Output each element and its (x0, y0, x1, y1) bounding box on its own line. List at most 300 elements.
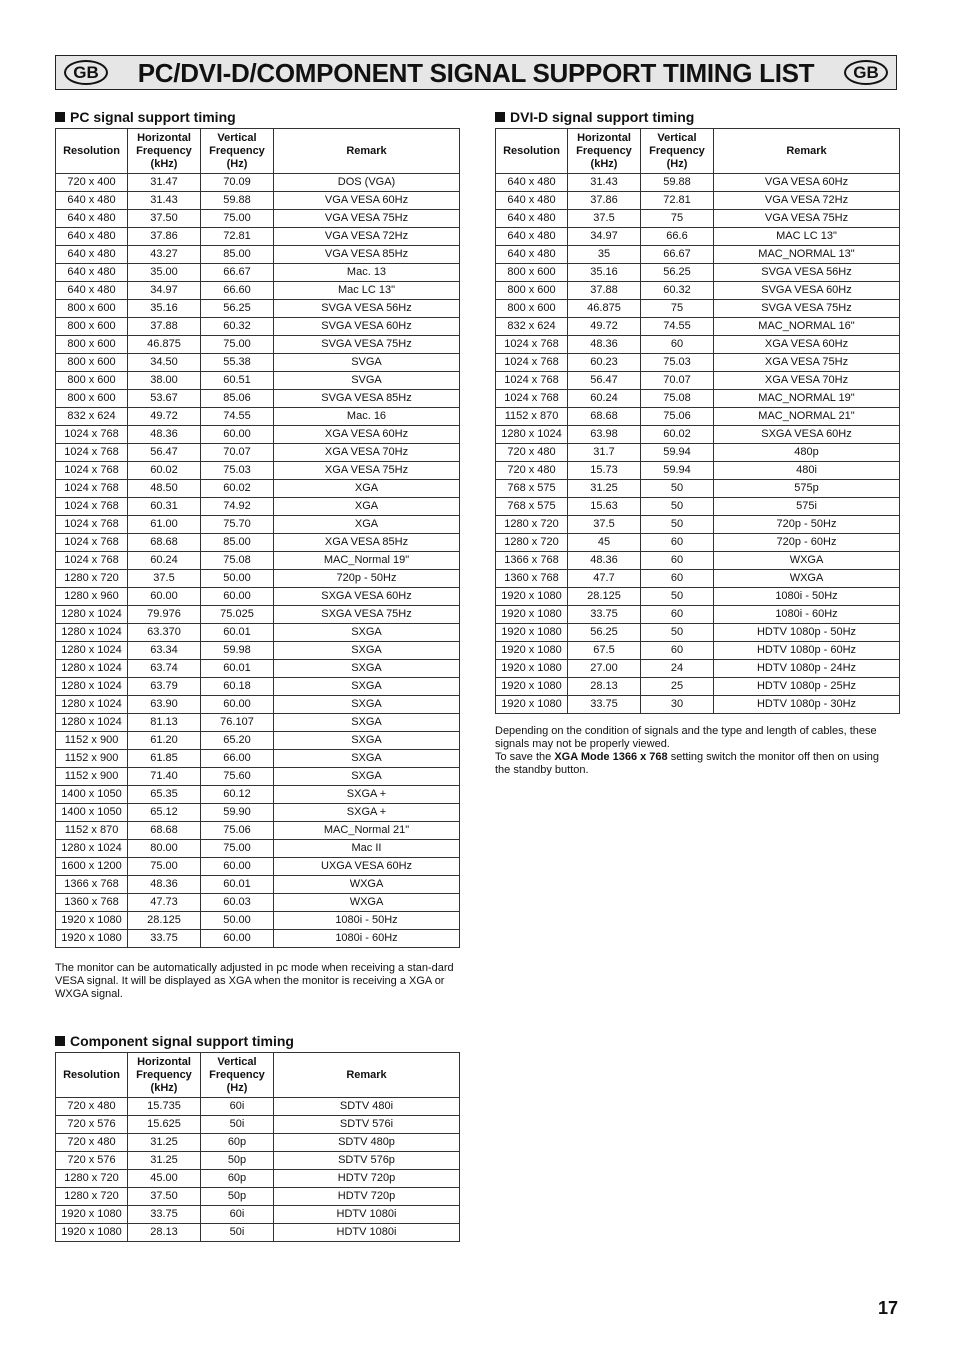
cell-resolution: 800 x 600 (496, 264, 568, 282)
cell-vertical-frequency: 60.32 (201, 318, 274, 336)
cell-remark: Mac. 13 (274, 264, 460, 282)
cell-resolution: 1024 x 768 (56, 498, 128, 516)
table-row (56, 192, 460, 210)
cell-horizontal-frequency: 28.13 (568, 678, 641, 696)
cell-remark: Mac LC 13" (274, 282, 460, 300)
table-row (496, 336, 900, 354)
cell-horizontal-frequency: 60.00 (128, 588, 201, 606)
cell-remark: SVGA VESA 75Hz (714, 300, 900, 318)
cell-resolution: 1280 x 1024 (56, 642, 128, 660)
cell-remark: SXGA VESA 75Hz (274, 606, 460, 624)
cell-remark: SVGA VESA 56Hz (714, 264, 900, 282)
cell-vertical-frequency: 24 (641, 660, 714, 678)
cell-remark: SXGA (274, 750, 460, 768)
cell-vertical-frequency: 50 (641, 498, 714, 516)
cell-horizontal-frequency: 28.125 (568, 588, 641, 606)
cell-horizontal-frequency: 33.75 (568, 696, 641, 714)
cell-vertical-frequency: 60.02 (201, 480, 274, 498)
cell-resolution: 1280 x 1024 (56, 660, 128, 678)
cell-vertical-frequency: 85.00 (201, 534, 274, 552)
page-title: PC/DVI-D/COMPONENT SIGNAL SUPPORT TIMING LIST (137, 58, 815, 88)
cell-horizontal-frequency: 63.98 (568, 426, 641, 444)
table-row (56, 858, 460, 876)
table-row (56, 516, 460, 534)
cell-vertical-frequency: 75 (641, 210, 714, 228)
title-bar (55, 55, 897, 90)
cell-remark: SDTV 480p (274, 1134, 460, 1152)
cell-vertical-frequency: 50 (641, 516, 714, 534)
cell-remark: XGA VESA 70Hz (274, 444, 460, 462)
cell-remark: XGA VESA 60Hz (274, 426, 460, 444)
cell-vertical-frequency: 75.08 (641, 390, 714, 408)
cell-remark: HDTV 1080i (274, 1224, 460, 1242)
cell-resolution: 800 x 600 (56, 390, 128, 408)
cell-vertical-frequency: 60 (641, 606, 714, 624)
cell-remark: VGA VESA 75Hz (714, 210, 900, 228)
cell-remark: VGA VESA 60Hz (274, 192, 460, 210)
cell-remark: UXGA VESA 60Hz (274, 858, 460, 876)
cell-horizontal-frequency: 33.75 (128, 1206, 201, 1224)
dvi-note-line1: Depending on the condition of signals and the type and length of cables, these signals may not be properly viewed. (495, 725, 877, 750)
table-row (56, 1116, 460, 1134)
cell-horizontal-frequency: 48.36 (128, 876, 201, 894)
cell-remark: 1080i - 50Hz (274, 912, 460, 930)
table-row (496, 174, 900, 192)
cell-remark: VGA VESA 60Hz (714, 174, 900, 192)
cell-resolution: 800 x 600 (56, 300, 128, 318)
cell-vertical-frequency: 74.55 (641, 318, 714, 336)
square-bullet-icon (495, 112, 505, 122)
table-row (56, 1206, 460, 1224)
cell-remark: VGA VESA 72Hz (274, 228, 460, 246)
cell-vertical-frequency: 75.06 (201, 822, 274, 840)
table-row (496, 678, 900, 696)
cell-resolution: 832 x 624 (56, 408, 128, 426)
cell-vertical-frequency: 60p (201, 1170, 274, 1188)
cell-remark: MAC LC 13" (714, 228, 900, 246)
cell-vertical-frequency: 75 (641, 300, 714, 318)
table-row (56, 678, 460, 696)
cell-vertical-frequency: 70.07 (201, 444, 274, 462)
cell-vertical-frequency: 75.00 (201, 336, 274, 354)
table-row (496, 354, 900, 372)
cell-resolution: 640 x 480 (496, 246, 568, 264)
cell-remark: 1080i - 50Hz (714, 588, 900, 606)
cell-vertical-frequency: 60.01 (201, 876, 274, 894)
cell-remark: HDTV 1080p - 60Hz (714, 642, 900, 660)
cell-vertical-frequency: 25 (641, 678, 714, 696)
cell-vertical-frequency: 59.88 (641, 174, 714, 192)
cell-resolution: 1024 x 768 (56, 426, 128, 444)
cell-horizontal-frequency: 37.88 (568, 282, 641, 300)
table-row (56, 822, 460, 840)
cell-resolution: 1366 x 768 (56, 876, 128, 894)
cell-remark: SXGA VESA 60Hz (714, 426, 900, 444)
dvi-timing-table (495, 128, 900, 714)
cell-remark: 1080i - 60Hz (274, 930, 460, 948)
cell-resolution: 1280 x 720 (56, 570, 128, 588)
cell-resolution: 640 x 480 (496, 210, 568, 228)
cell-horizontal-frequency: 75.00 (128, 858, 201, 876)
cell-remark: XGA VESA 75Hz (274, 462, 460, 480)
cell-vertical-frequency: 75.025 (201, 606, 274, 624)
cell-horizontal-frequency: 56.25 (568, 624, 641, 642)
header-remark: Remark (274, 1053, 460, 1098)
dvi-note (495, 725, 897, 777)
table-row (56, 570, 460, 588)
cell-vertical-frequency: 60 (641, 570, 714, 588)
cell-horizontal-frequency: 56.47 (568, 372, 641, 390)
cell-horizontal-frequency: 15.73 (568, 462, 641, 480)
cell-resolution: 800 x 600 (56, 318, 128, 336)
cell-vertical-frequency: 56.25 (641, 264, 714, 282)
cell-resolution: 720 x 480 (496, 462, 568, 480)
cell-vertical-frequency: 56.25 (201, 300, 274, 318)
table-row (56, 1188, 460, 1206)
cell-resolution: 640 x 480 (496, 192, 568, 210)
cell-remark: 575p (714, 480, 900, 498)
cell-remark: XGA VESA 70Hz (714, 372, 900, 390)
cell-resolution: 1920 x 1080 (496, 624, 568, 642)
cell-remark: MAC_Normal 21" (274, 822, 460, 840)
cell-resolution: 1400 x 1050 (56, 804, 128, 822)
cell-resolution: 1920 x 1080 (496, 660, 568, 678)
cell-vertical-frequency: 85.00 (201, 246, 274, 264)
cell-horizontal-frequency: 60.31 (128, 498, 201, 516)
cell-vertical-frequency: 60 (641, 534, 714, 552)
table-row (56, 804, 460, 822)
cell-vertical-frequency: 60.00 (201, 930, 274, 948)
page-number: 17 (877, 1298, 898, 1318)
cell-vertical-frequency: 50p (201, 1188, 274, 1206)
table-row (56, 786, 460, 804)
cell-horizontal-frequency: 48.36 (568, 552, 641, 570)
cell-vertical-frequency: 60.32 (641, 282, 714, 300)
cell-horizontal-frequency: 68.68 (128, 822, 201, 840)
cell-resolution: 1280 x 720 (496, 516, 568, 534)
cell-vertical-frequency: 66.60 (201, 282, 274, 300)
cell-horizontal-frequency: 34.97 (568, 228, 641, 246)
table-row (56, 840, 460, 858)
cell-resolution: 1024 x 768 (496, 336, 568, 354)
cell-vertical-frequency: 72.81 (641, 192, 714, 210)
cell-horizontal-frequency: 63.370 (128, 624, 201, 642)
cell-remark: HDTV 1080p - 24Hz (714, 660, 900, 678)
table-row (56, 696, 460, 714)
table-row (56, 444, 460, 462)
table-row (56, 264, 460, 282)
cell-resolution: 800 x 600 (56, 336, 128, 354)
cell-horizontal-frequency: 60.02 (128, 462, 201, 480)
cell-resolution: 1024 x 768 (56, 552, 128, 570)
cell-remark: XGA VESA 85Hz (274, 534, 460, 552)
table-row (56, 1224, 460, 1242)
cell-vertical-frequency: 66.67 (641, 246, 714, 264)
cell-horizontal-frequency: 80.00 (128, 840, 201, 858)
cell-resolution: 768 x 575 (496, 498, 568, 516)
cell-horizontal-frequency: 33.75 (568, 606, 641, 624)
cell-resolution: 1024 x 768 (56, 462, 128, 480)
cell-vertical-frequency: 50p (201, 1152, 274, 1170)
cell-horizontal-frequency: 38.00 (128, 372, 201, 390)
cell-remark: SVGA VESA 75Hz (274, 336, 460, 354)
gb-badge-right: GB (844, 60, 888, 85)
cell-resolution: 1920 x 1080 (496, 642, 568, 660)
cell-vertical-frequency: 75.06 (641, 408, 714, 426)
square-bullet-icon (55, 112, 65, 122)
table-row (496, 480, 900, 498)
table-row (56, 300, 460, 318)
cell-resolution: 1920 x 1080 (496, 696, 568, 714)
cell-resolution: 640 x 480 (496, 174, 568, 192)
cell-resolution: 640 x 480 (496, 228, 568, 246)
cell-resolution: 1920 x 1080 (496, 588, 568, 606)
cell-horizontal-frequency: 37.86 (128, 228, 201, 246)
cell-resolution: 1024 x 768 (496, 390, 568, 408)
cell-vertical-frequency: 50.00 (201, 570, 274, 588)
cell-remark: WXGA (714, 570, 900, 588)
cell-horizontal-frequency: 33.75 (128, 930, 201, 948)
cell-horizontal-frequency: 68.68 (568, 408, 641, 426)
cell-remark: SXGA (274, 696, 460, 714)
cell-horizontal-frequency: 34.50 (128, 354, 201, 372)
cell-horizontal-frequency: 37.50 (128, 210, 201, 228)
cell-horizontal-frequency: 31.7 (568, 444, 641, 462)
cell-resolution: 720 x 480 (56, 1098, 128, 1116)
cell-horizontal-frequency: 48.36 (568, 336, 641, 354)
cell-remark: SXGA (274, 660, 460, 678)
cell-resolution: 1920 x 1080 (56, 930, 128, 948)
cell-remark: MAC_NORMAL 21" (714, 408, 900, 426)
cell-resolution: 640 x 480 (56, 210, 128, 228)
table-row (56, 426, 460, 444)
cell-resolution: 1152 x 900 (56, 732, 128, 750)
cell-remark: HDTV 1080p - 25Hz (714, 678, 900, 696)
cell-horizontal-frequency: 65.12 (128, 804, 201, 822)
table-row (56, 282, 460, 300)
cell-horizontal-frequency: 31.43 (128, 192, 201, 210)
header-horizontal-frequency: Horizontal Frequency (kHz) (128, 1053, 201, 1098)
cell-vertical-frequency: 60.00 (201, 426, 274, 444)
table-row (496, 426, 900, 444)
cell-horizontal-frequency: 37.5 (568, 516, 641, 534)
cell-horizontal-frequency: 53.67 (128, 390, 201, 408)
cell-resolution: 1152 x 870 (56, 822, 128, 840)
component-section-heading (55, 1033, 294, 1049)
cell-remark: HDTV 1080p - 30Hz (714, 696, 900, 714)
dvi-note-post: setting switch the monitor off then on using the standby button. (495, 751, 880, 776)
cell-remark: SDTV 576i (274, 1116, 460, 1134)
table-row (56, 336, 460, 354)
cell-vertical-frequency: 75.60 (201, 768, 274, 786)
cell-resolution: 1920 x 1080 (56, 912, 128, 930)
cell-vertical-frequency: 60.00 (201, 858, 274, 876)
cell-vertical-frequency: 60.00 (201, 588, 274, 606)
cell-horizontal-frequency: 63.74 (128, 660, 201, 678)
cell-horizontal-frequency: 81.13 (128, 714, 201, 732)
cell-remark: SXGA VESA 60Hz (274, 588, 460, 606)
header-resolution: Resolution (56, 1053, 128, 1098)
cell-horizontal-frequency: 37.86 (568, 192, 641, 210)
table-row (56, 1134, 460, 1152)
cell-remark: SVGA VESA 85Hz (274, 390, 460, 408)
cell-vertical-frequency: 59.94 (641, 444, 714, 462)
cell-horizontal-frequency: 37.5 (128, 570, 201, 588)
cell-remark: MAC_NORMAL 16" (714, 318, 900, 336)
cell-horizontal-frequency: 79.976 (128, 606, 201, 624)
cell-resolution: 720 x 480 (56, 1134, 128, 1152)
header-resolution: Resolution (56, 129, 128, 174)
table-row (56, 246, 460, 264)
cell-vertical-frequency: 60.51 (201, 372, 274, 390)
cell-resolution: 1024 x 768 (56, 516, 128, 534)
cell-remark: 720p - 60Hz (714, 534, 900, 552)
cell-vertical-frequency: 60.01 (201, 624, 274, 642)
cell-horizontal-frequency: 60.24 (128, 552, 201, 570)
cell-horizontal-frequency: 63.34 (128, 642, 201, 660)
dvi-section-heading (495, 109, 694, 125)
cell-vertical-frequency: 60p (201, 1134, 274, 1152)
cell-resolution: 1152 x 900 (56, 750, 128, 768)
cell-vertical-frequency: 30 (641, 696, 714, 714)
cell-horizontal-frequency: 63.90 (128, 696, 201, 714)
table-row (56, 354, 460, 372)
table-row (56, 642, 460, 660)
header-horizontal-frequency: Horizontal Frequency (kHz) (128, 129, 201, 174)
table-row (496, 660, 900, 678)
cell-horizontal-frequency: 61.20 (128, 732, 201, 750)
cell-horizontal-frequency: 46.875 (128, 336, 201, 354)
cell-resolution: 1920 x 1080 (496, 678, 568, 696)
header-vertical-frequency: Vertical Frequency (Hz) (201, 129, 274, 174)
cell-resolution: 640 x 480 (56, 228, 128, 246)
cell-resolution: 768 x 575 (496, 480, 568, 498)
pc-heading-text: PC signal support timing (70, 109, 236, 125)
table-row (56, 228, 460, 246)
cell-remark: MAC_NORMAL 19" (714, 390, 900, 408)
cell-vertical-frequency: 60.03 (201, 894, 274, 912)
table-row (496, 624, 900, 642)
cell-vertical-frequency: 59.94 (641, 462, 714, 480)
component-heading-text: Component signal support timing (70, 1033, 294, 1049)
cell-resolution: 1400 x 1050 (56, 786, 128, 804)
cell-remark: HDTV 1080i (274, 1206, 460, 1224)
header-resolution: Resolution (496, 129, 568, 174)
cell-remark: SDTV 576p (274, 1152, 460, 1170)
cell-resolution: 1280 x 1024 (56, 678, 128, 696)
table-row (56, 624, 460, 642)
cell-vertical-frequency: 75.03 (641, 354, 714, 372)
cell-vertical-frequency: 66.67 (201, 264, 274, 282)
table-row (56, 588, 460, 606)
cell-remark: SVGA VESA 60Hz (274, 318, 460, 336)
cell-vertical-frequency: 75.08 (201, 552, 274, 570)
table-row (496, 408, 900, 426)
cell-resolution: 1280 x 1024 (496, 426, 568, 444)
cell-horizontal-frequency: 34.97 (128, 282, 201, 300)
cell-resolution: 1280 x 1024 (56, 714, 128, 732)
cell-vertical-frequency: 75.00 (201, 840, 274, 858)
table-header-row (56, 129, 460, 174)
cell-resolution: 640 x 480 (56, 192, 128, 210)
cell-vertical-frequency: 60i (201, 1206, 274, 1224)
cell-horizontal-frequency: 65.35 (128, 786, 201, 804)
cell-resolution: 720 x 400 (56, 174, 128, 192)
cell-horizontal-frequency: 15.735 (128, 1098, 201, 1116)
cell-horizontal-frequency: 15.63 (568, 498, 641, 516)
cell-vertical-frequency: 60 (641, 642, 714, 660)
cell-horizontal-frequency: 49.72 (128, 408, 201, 426)
cell-vertical-frequency: 70.09 (201, 174, 274, 192)
cell-resolution: 640 x 480 (56, 282, 128, 300)
cell-horizontal-frequency: 35.16 (568, 264, 641, 282)
table-row (56, 930, 460, 948)
cell-vertical-frequency: 50 (641, 588, 714, 606)
cell-resolution: 1600 x 1200 (56, 858, 128, 876)
cell-remark: SXGA (274, 768, 460, 786)
cell-horizontal-frequency: 31.25 (128, 1152, 201, 1170)
cell-horizontal-frequency: 63.79 (128, 678, 201, 696)
header-vertical-frequency: Vertical Frequency (Hz) (641, 129, 714, 174)
cell-resolution: 1280 x 960 (56, 588, 128, 606)
cell-remark: SDTV 480i (274, 1098, 460, 1116)
cell-resolution: 1280 x 1024 (56, 606, 128, 624)
table-header-row (56, 1053, 460, 1098)
cell-resolution: 1024 x 768 (496, 354, 568, 372)
cell-resolution: 1024 x 768 (56, 480, 128, 498)
cell-resolution: 800 x 600 (496, 300, 568, 318)
square-bullet-icon (55, 1036, 65, 1046)
cell-resolution: 1920 x 1080 (496, 606, 568, 624)
cell-vertical-frequency: 50 (641, 480, 714, 498)
table-row (56, 1152, 460, 1170)
cell-remark: MAC_NORMAL 13" (714, 246, 900, 264)
cell-remark: WXGA (714, 552, 900, 570)
cell-resolution: 800 x 600 (56, 354, 128, 372)
cell-resolution: 1280 x 1024 (56, 840, 128, 858)
table-row (496, 210, 900, 228)
cell-vertical-frequency: 60.02 (641, 426, 714, 444)
cell-remark: SXGA + (274, 786, 460, 804)
cell-horizontal-frequency: 31.25 (128, 1134, 201, 1152)
cell-horizontal-frequency: 37.5 (568, 210, 641, 228)
cell-remark: SVGA VESA 56Hz (274, 300, 460, 318)
cell-horizontal-frequency: 27.00 (568, 660, 641, 678)
table-row (56, 390, 460, 408)
cell-remark: SXGA (274, 624, 460, 642)
cell-horizontal-frequency: 61.00 (128, 516, 201, 534)
table-row (56, 480, 460, 498)
table-row (496, 318, 900, 336)
cell-resolution: 1280 x 720 (56, 1170, 128, 1188)
cell-resolution: 720 x 576 (56, 1152, 128, 1170)
cell-horizontal-frequency: 37.50 (128, 1188, 201, 1206)
cell-remark: MAC_Normal 19" (274, 552, 460, 570)
cell-vertical-frequency: 74.92 (201, 498, 274, 516)
cell-remark: HDTV 720p (274, 1188, 460, 1206)
table-row (56, 552, 460, 570)
table-row (56, 534, 460, 552)
table-row (496, 192, 900, 210)
cell-horizontal-frequency: 35.16 (128, 300, 201, 318)
table-row (496, 588, 900, 606)
cell-resolution: 1280 x 1024 (56, 624, 128, 642)
cell-vertical-frequency: 60 (641, 552, 714, 570)
component-timing-table (55, 1052, 460, 1242)
cell-vertical-frequency: 76.107 (201, 714, 274, 732)
cell-remark: SXGA (274, 642, 460, 660)
cell-resolution: 800 x 600 (56, 372, 128, 390)
